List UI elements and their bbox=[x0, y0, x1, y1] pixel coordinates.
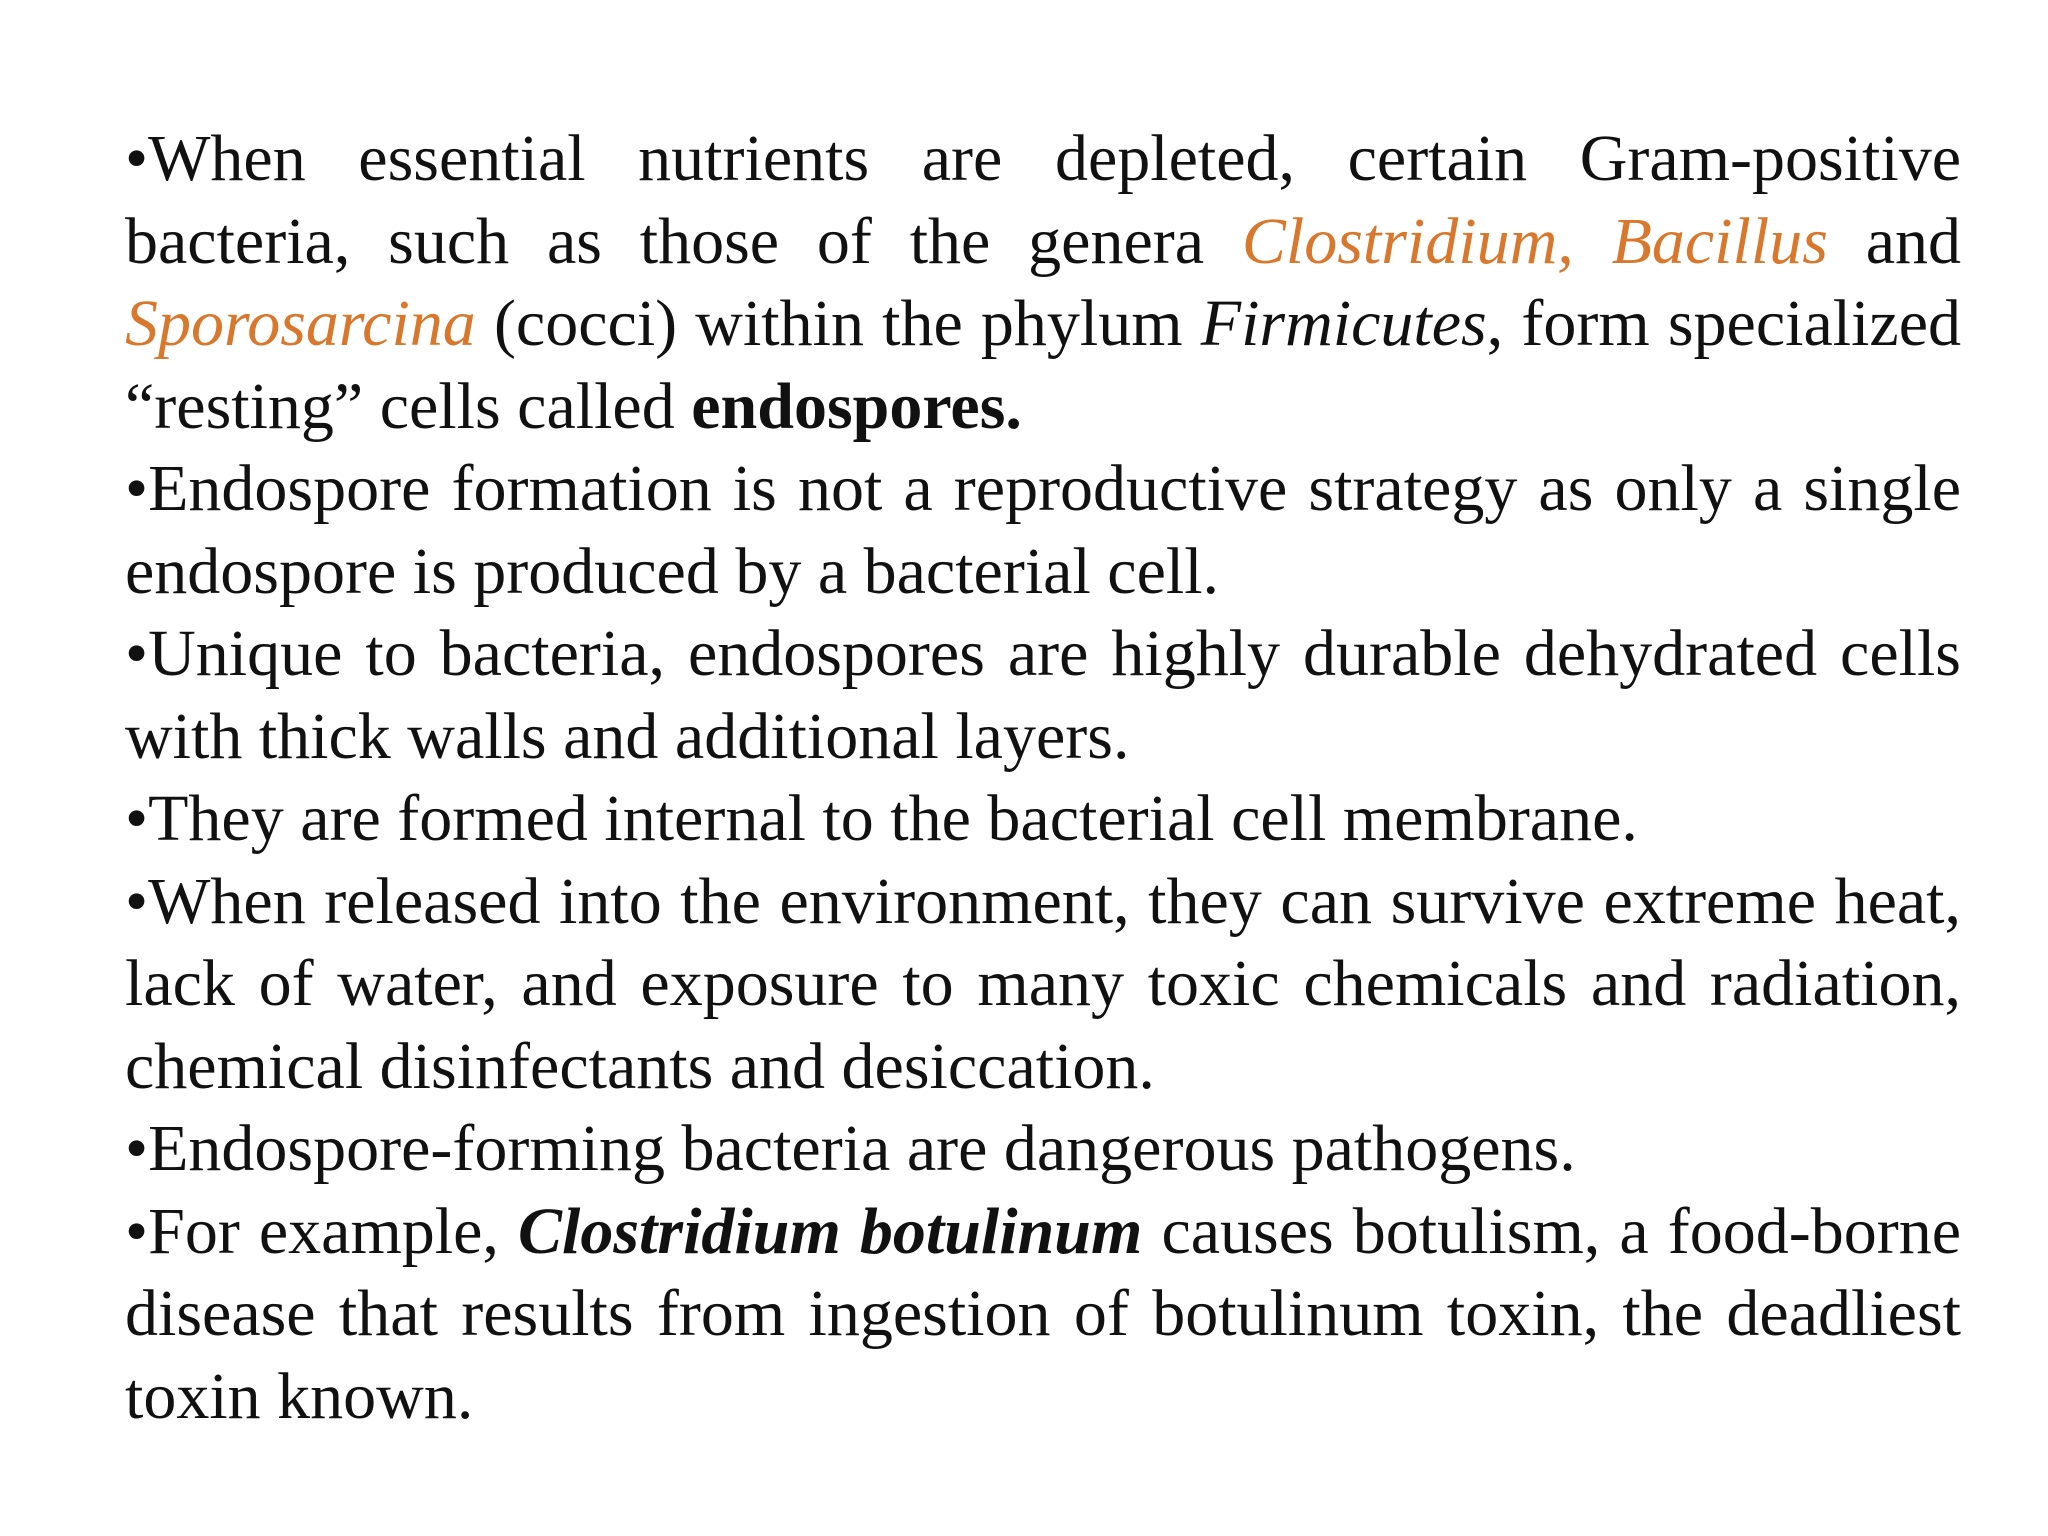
bullet-marker: • bbox=[125, 452, 149, 525]
bullet-marker: • bbox=[125, 864, 149, 938]
bullet-text-botulism: causes botulism, a food-borne disease that results from ingestion of botulinum toxin, the deadliest toxin known. bbox=[125, 1194, 1961, 1433]
bullet-text: Endospore-forming bacteria are dangerous pathogens. bbox=[148, 1112, 1576, 1185]
bullet-text-intro: When essential nutrients are depleted, certain Gram-positive bacteria, such as those of the genera bbox=[125, 122, 1961, 278]
bullet-marker: • bbox=[125, 122, 149, 195]
bullet-text-cocci-phylum: (cocci) within the phylum bbox=[475, 287, 1201, 360]
bullet-marker: • bbox=[125, 1194, 149, 1268]
bullet-formed-internal bbox=[125, 778, 1961, 861]
bullet-text: Endospore formation is not a reproductive strategy as only a single endospore is produced by a bacterial cell. bbox=[125, 452, 1961, 608]
term-endospores: endospores. bbox=[691, 369, 1022, 443]
bullet-not-reproductive bbox=[125, 448, 1961, 613]
bullet-endospore-formation-conditions bbox=[125, 118, 1961, 448]
species-clostridium-botulinum: Clostridium botulinum bbox=[518, 1194, 1143, 1268]
bullet-dangerous-pathogens bbox=[125, 1108, 1961, 1191]
genera-clostridium-bacillus: Clostridium, Bacillus bbox=[1241, 204, 1828, 278]
bullet-marker: • bbox=[125, 1112, 149, 1185]
bullet-marker: • bbox=[125, 782, 149, 855]
bullet-marker: • bbox=[125, 617, 149, 690]
slide-body bbox=[125, 118, 1961, 1438]
bullet-text: Unique to bacteria, endospores are highly durable dehydrated cells with thick walls and additional layers. bbox=[125, 617, 1961, 773]
bullet-botulinum-example bbox=[125, 1191, 1961, 1439]
bullet-text: When released into the environment, they can survive extreme heat, lack of water, and exposure to many toxic chemicals and radiation, chemical disinfectants and desiccation. bbox=[125, 864, 1961, 1103]
genus-sporosarcina: Sporosarcina bbox=[125, 287, 476, 360]
phylum-firmicutes: Firmicutes bbox=[1200, 287, 1487, 360]
bullet-text-for-example: For example, bbox=[148, 1194, 519, 1268]
bullet-survive-extremes bbox=[125, 861, 1961, 1109]
bullet-text-form-cells: , form specialized “resting” cells called bbox=[125, 287, 1961, 443]
bullet-unique-durable bbox=[125, 613, 1961, 778]
bullet-text-and: and bbox=[1827, 204, 1961, 278]
bullet-text: They are formed internal to the bacterial cell membrane. bbox=[148, 782, 1638, 855]
